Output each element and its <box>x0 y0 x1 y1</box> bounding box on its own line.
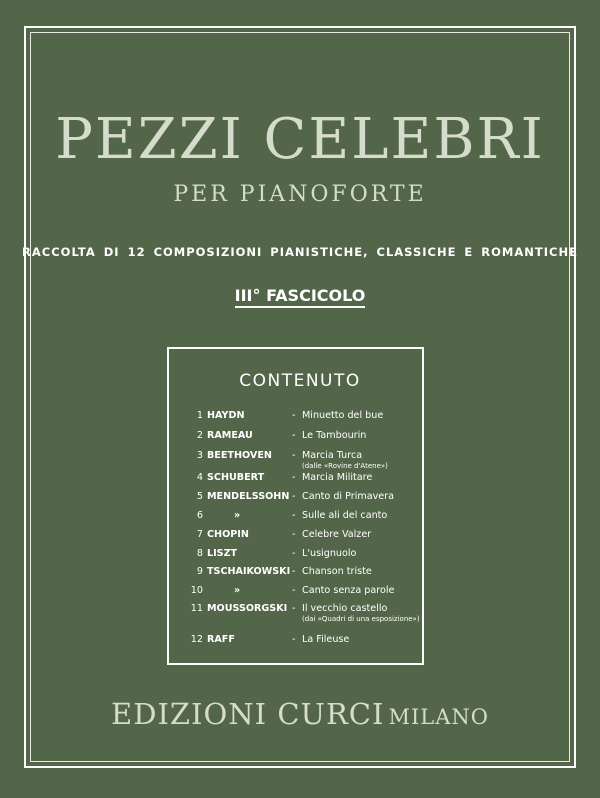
item-separator: - <box>292 585 296 596</box>
item-composer: LISZT <box>207 548 238 559</box>
item-piece-title: Marcia Turca <box>302 450 363 461</box>
cover-subtitle: PER PIANOFORTE <box>173 182 427 207</box>
item-number: 12 <box>190 634 203 645</box>
item-piece-title: Celebre Valzer <box>302 529 372 540</box>
item-piece-note: (dai «Quadri di una esposizione») <box>302 615 420 623</box>
item-composer: MENDELSSOHN <box>207 491 290 502</box>
item-piece-title: Il vecchio castello <box>302 603 388 614</box>
item-piece-title: Canto di Primavera <box>302 491 394 502</box>
item-composer: SCHUBERT <box>207 472 265 483</box>
item-separator: - <box>292 548 296 559</box>
item-separator: - <box>292 529 296 540</box>
item-piece-title: Le Tambourin <box>302 430 367 441</box>
publisher-line <box>0 696 600 735</box>
item-piece-title: Marcia Militare <box>302 472 373 483</box>
item-number: 7 <box>196 529 203 540</box>
item-separator: - <box>292 450 296 461</box>
item-separator: - <box>292 491 296 502</box>
item-piece-title: Chanson triste <box>302 566 372 577</box>
item-composer: RAFF <box>207 634 235 645</box>
publisher-name: EDIZIONI CURCI <box>111 697 385 731</box>
item-number: 11 <box>190 603 203 614</box>
item-separator: - <box>292 634 296 645</box>
item-separator: - <box>292 430 296 441</box>
item-number: 2 <box>196 430 203 441</box>
item-number: 5 <box>196 491 203 502</box>
item-composer: RAMEAU <box>207 430 253 441</box>
item-number: 10 <box>190 585 203 596</box>
item-separator: - <box>292 566 296 577</box>
item-composer: » <box>234 585 241 596</box>
item-number: 1 <box>196 410 203 421</box>
item-separator: - <box>292 410 296 421</box>
item-number: 4 <box>196 472 203 483</box>
item-piece-title: La Fileuse <box>302 634 350 645</box>
item-composer: TSCHAIKOWSKI <box>207 566 291 577</box>
item-number: 8 <box>196 548 203 559</box>
cover-title: PEZZI CELEBRI <box>55 107 545 172</box>
item-number: 3 <box>196 450 203 461</box>
item-composer: » <box>234 510 241 521</box>
item-number: 9 <box>196 566 203 577</box>
item-piece-title: L'usignuolo <box>302 548 357 559</box>
item-composer: BEETHOVEN <box>207 450 272 461</box>
item-composer: CHOPIN <box>207 529 249 540</box>
item-number: 6 <box>196 510 203 521</box>
contents-heading: CONTENUTO <box>239 371 361 391</box>
item-separator: - <box>292 603 296 614</box>
item-piece-title: Minuetto del bue <box>302 410 384 421</box>
item-piece-note: (dalle «Rovine d'Atene») <box>302 462 388 470</box>
volume-text: III° FASCICOLO <box>235 286 366 308</box>
publisher-city: MILANO <box>388 705 489 729</box>
item-piece-title: Sulle ali del canto <box>302 510 388 521</box>
item-composer: HAYDN <box>207 410 245 421</box>
item-separator: - <box>292 510 296 521</box>
item-composer: MOUSSORGSKI <box>207 603 288 614</box>
item-piece-title: Canto senza parole <box>302 585 395 596</box>
collection-description: RACCOLTA DI 12 COMPOSIZIONI PIANISTICHE, CLASSICHE E ROMANTICHE <box>22 245 578 259</box>
item-separator: - <box>292 472 296 483</box>
